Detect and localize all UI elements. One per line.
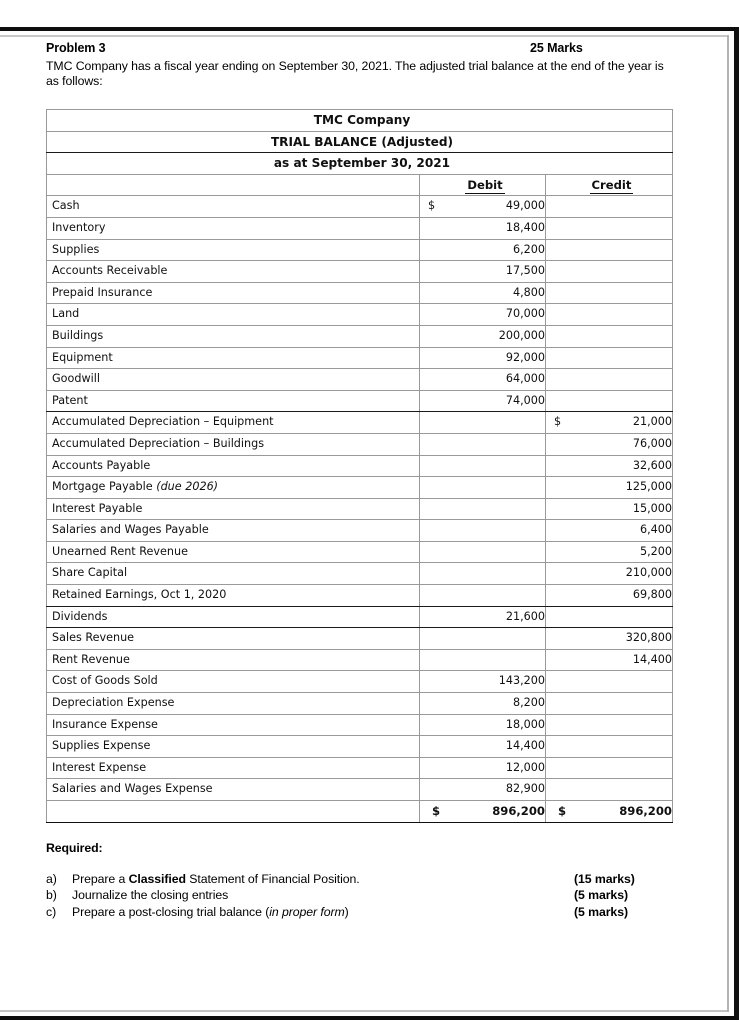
credit-amount <box>546 520 673 542</box>
account-label <box>47 779 420 801</box>
total-label <box>47 801 420 823</box>
required-item-text <box>72 871 360 887</box>
account-label <box>47 347 420 369</box>
account-label <box>47 671 420 693</box>
credit-amount <box>546 433 673 455</box>
debit-amount-value: 6,200 <box>512 242 545 256</box>
credit-amount <box>546 606 673 628</box>
table-row <box>47 649 673 671</box>
debit-amount <box>420 714 546 736</box>
table-row <box>47 455 673 477</box>
table-row <box>47 369 673 391</box>
required-item-marks: (15 marks) <box>574 872 635 886</box>
credit-amount <box>546 671 673 693</box>
credit-amount-value: 76,000 <box>632 436 672 450</box>
credit-amount <box>546 325 673 347</box>
account-label-text: Insurance Expense <box>52 717 158 731</box>
document-content <box>46 41 673 919</box>
statement-date: as at September 30, 2021 <box>47 153 673 175</box>
table-row <box>47 217 673 239</box>
column-header-credit-label: Credit <box>591 177 632 192</box>
table-row <box>47 304 673 326</box>
debit-amount <box>420 304 546 326</box>
account-label-text: Interest Payable <box>52 501 143 515</box>
debit-amount-value: 4,800 <box>512 285 545 299</box>
table-row <box>47 693 673 715</box>
debit-amount-value: 200,000 <box>498 328 545 342</box>
account-label-text: Accumulated Depreciation – Buildings <box>52 436 265 450</box>
credit-amount <box>546 757 673 779</box>
credit-amount <box>546 563 673 585</box>
table-row <box>47 282 673 304</box>
page-frame-bottom-edge <box>0 1010 727 1012</box>
debit-amount <box>420 520 546 542</box>
table-row <box>47 239 673 261</box>
column-header-debit <box>420 174 546 196</box>
account-label-text: Supplies <box>52 242 100 256</box>
debit-amount <box>420 433 546 455</box>
credit-amount <box>546 779 673 801</box>
table-row <box>47 347 673 369</box>
account-label <box>47 498 420 520</box>
table-row <box>47 563 673 585</box>
intro-paragraph: TMC Company has a fiscal year ending on September 30, 2021. The adjusted trial balance at the end of the year is as follows: <box>46 59 664 89</box>
account-label <box>47 693 420 715</box>
debit-amount-value: 64,000 <box>505 372 545 386</box>
account-label-text: Goodwill <box>52 372 100 386</box>
required-text-part: Prepare a post-closing trial balance ( <box>72 904 270 919</box>
table-row <box>47 477 673 499</box>
debit-amount-value: 18,400 <box>505 220 545 234</box>
debit-amount <box>420 412 546 434</box>
account-label <box>47 477 420 499</box>
required-text-part: Statement of Financial Position. <box>185 872 360 886</box>
table-title-row-1 <box>47 110 673 132</box>
required-item <box>46 904 673 920</box>
account-label <box>47 261 420 283</box>
account-label <box>47 304 420 326</box>
credit-amount <box>546 628 673 650</box>
credit-amount <box>546 649 673 671</box>
required-text-part: Prepare a <box>72 872 129 886</box>
debit-amount-value: 12,000 <box>505 760 545 774</box>
table-total-row <box>47 801 673 823</box>
account-label-text: Land <box>52 307 80 321</box>
required-item-marker: a) <box>46 872 57 886</box>
required-heading: Required: <box>46 841 103 855</box>
account-label <box>47 282 420 304</box>
credit-amount-value: 14,400 <box>632 652 672 666</box>
account-label <box>47 585 420 607</box>
table-row <box>47 541 673 563</box>
required-item-marks: (5 marks) <box>574 888 628 903</box>
debit-amount <box>420 239 546 261</box>
total-credit-amount <box>546 801 673 823</box>
account-label-text: Patent <box>52 393 88 407</box>
required-item <box>46 871 673 887</box>
debit-amount-value: 82,900 <box>505 782 545 796</box>
account-label-text: Rent Revenue <box>52 652 130 666</box>
required-text-part: Journalize the closing entries <box>72 888 229 903</box>
credit-amount-value: 6,400 <box>639 523 672 537</box>
account-label-text: Cost of Goods Sold <box>52 674 158 688</box>
account-label <box>47 563 420 585</box>
debit-amount-value: 21,600 <box>505 609 545 623</box>
table-row <box>47 412 673 434</box>
table-row <box>47 433 673 455</box>
required-item-marker: b) <box>46 888 57 903</box>
credit-amount <box>546 498 673 520</box>
account-label <box>47 433 420 455</box>
currency-symbol: $ <box>432 804 441 818</box>
account-label-text: Inventory <box>52 220 106 234</box>
account-label-text: Dividends <box>52 609 108 623</box>
account-label <box>47 628 420 650</box>
trial-balance-body <box>47 110 673 823</box>
total-debit-amount-value: 896,200 <box>492 804 545 818</box>
account-label <box>47 325 420 347</box>
account-label-text: Unearned Rent Revenue <box>52 544 188 558</box>
debit-amount <box>420 261 546 283</box>
debit-amount <box>420 649 546 671</box>
required-items-list <box>46 871 673 920</box>
currency-symbol: $ <box>554 415 562 429</box>
table-row <box>47 606 673 628</box>
statement-name: TRIAL BALANCE (Adjusted) <box>47 131 673 153</box>
required-item-marks: (5 marks) <box>574 904 628 919</box>
table-row <box>47 585 673 607</box>
debit-amount <box>420 325 546 347</box>
table-row <box>47 736 673 758</box>
currency-symbol: $ <box>558 804 567 818</box>
account-label <box>47 239 420 261</box>
required-item <box>46 887 673 903</box>
account-label <box>47 606 420 628</box>
credit-amount-value: 21,000 <box>632 415 672 429</box>
credit-amount <box>546 347 673 369</box>
account-label <box>47 714 420 736</box>
credit-amount <box>546 585 673 607</box>
table-row <box>47 196 673 218</box>
account-label-text: Salaries and Wages Payable <box>52 523 209 537</box>
account-label-text: Buildings <box>52 328 104 342</box>
account-label <box>47 412 420 434</box>
problem-header <box>46 41 673 56</box>
credit-amount <box>546 369 673 391</box>
debit-amount-value: 18,000 <box>505 717 545 731</box>
debit-amount-value: 17,500 <box>505 264 545 278</box>
credit-amount <box>546 217 673 239</box>
credit-amount <box>546 412 673 434</box>
credit-amount-value: 32,600 <box>632 458 672 472</box>
required-text-part: ) <box>344 904 349 919</box>
account-label-text: Mortgage Payable <box>52 480 157 494</box>
table-row <box>47 498 673 520</box>
debit-amount <box>420 498 546 520</box>
required-item-text <box>72 904 349 920</box>
account-label <box>47 649 420 671</box>
credit-amount <box>546 714 673 736</box>
debit-amount <box>420 455 546 477</box>
table-row <box>47 714 673 736</box>
account-label-text: Accounts Payable <box>52 458 151 472</box>
table-row <box>47 261 673 283</box>
table-row <box>47 325 673 347</box>
credit-amount-value: 210,000 <box>625 566 672 580</box>
credit-amount <box>546 477 673 499</box>
table-row <box>47 757 673 779</box>
debit-amount <box>420 390 546 412</box>
credit-amount-value: 5,200 <box>639 544 672 558</box>
required-item-marker: c) <box>46 904 57 919</box>
column-header-credit <box>546 174 673 196</box>
table-column-header-row <box>47 174 673 196</box>
account-label <box>47 736 420 758</box>
account-label-text: Retained Earnings, Oct 1, 2020 <box>52 588 227 602</box>
credit-amount <box>546 693 673 715</box>
debit-amount <box>420 757 546 779</box>
page-title: Problem 3 <box>46 41 106 55</box>
total-credit-amount-value: 896,200 <box>619 804 672 818</box>
credit-amount <box>546 304 673 326</box>
debit-amount-value: 70,000 <box>505 307 545 321</box>
debit-amount <box>420 585 546 607</box>
debit-amount <box>420 628 546 650</box>
total-marks-label: 25 Marks <box>530 41 583 55</box>
credit-amount-value: 125,000 <box>625 480 672 494</box>
total-debit-amount <box>420 801 546 823</box>
credit-amount <box>546 541 673 563</box>
debit-amount-value: 14,400 <box>505 739 545 753</box>
debit-amount <box>420 217 546 239</box>
debit-amount-value: 74,000 <box>505 393 545 407</box>
account-label-text: Share Capital <box>52 566 128 580</box>
table-row <box>47 628 673 650</box>
page-frame-right-edge <box>727 35 729 1012</box>
account-label-note: (due 2026) <box>156 480 219 494</box>
credit-amount <box>546 239 673 261</box>
table-row <box>47 390 673 412</box>
required-section <box>46 841 673 920</box>
currency-symbol: $ <box>428 199 436 213</box>
debit-amount-value: 49,000 <box>505 199 545 213</box>
credit-amount-value: 15,000 <box>632 501 672 515</box>
account-label-text: Accumulated Depreciation – Equipment <box>52 415 274 429</box>
debit-amount-value: 143,200 <box>498 674 545 688</box>
trial-balance-table <box>46 109 673 823</box>
account-label <box>47 390 420 412</box>
account-label-text: Interest Expense <box>52 760 147 774</box>
table-row <box>47 671 673 693</box>
account-label-text: Sales Revenue <box>52 631 135 645</box>
credit-amount-value: 320,800 <box>625 631 672 645</box>
account-label <box>47 455 420 477</box>
credit-amount <box>546 261 673 283</box>
debit-amount <box>420 736 546 758</box>
credit-amount-value: 69,800 <box>632 588 672 602</box>
debit-amount-value: 92,000 <box>505 350 545 364</box>
debit-amount <box>420 477 546 499</box>
debit-amount <box>420 779 546 801</box>
company-name: TMC Company <box>47 110 673 132</box>
table-row <box>47 520 673 542</box>
credit-amount <box>546 390 673 412</box>
debit-amount <box>420 347 546 369</box>
account-label <box>47 217 420 239</box>
account-label-text: Depreciation Expense <box>52 696 175 710</box>
required-text-italic: in proper form <box>269 904 345 919</box>
account-label-text: Prepaid Insurance <box>52 285 153 299</box>
credit-amount <box>546 455 673 477</box>
account-label <box>47 520 420 542</box>
account-label-text: Salaries and Wages Expense <box>52 782 213 796</box>
account-label-text: Accounts Receivable <box>52 264 168 278</box>
debit-amount <box>420 563 546 585</box>
account-label-text: Supplies Expense <box>52 739 151 753</box>
account-label <box>47 757 420 779</box>
debit-amount <box>420 671 546 693</box>
table-title-row-2 <box>47 131 673 153</box>
debit-amount <box>420 282 546 304</box>
account-label <box>47 541 420 563</box>
account-label-text: Cash <box>52 199 80 213</box>
account-label-text: Equipment <box>52 350 113 364</box>
credit-amount <box>546 736 673 758</box>
column-header-blank <box>47 174 420 196</box>
table-row <box>47 779 673 801</box>
required-item-text <box>72 887 228 903</box>
table-title-row-3 <box>47 153 673 175</box>
debit-amount <box>420 541 546 563</box>
debit-amount <box>420 369 546 391</box>
debit-amount-value: 8,200 <box>512 696 545 710</box>
debit-amount <box>420 196 546 218</box>
account-label <box>47 369 420 391</box>
required-text-emphasis: Classified <box>128 872 186 886</box>
debit-amount <box>420 606 546 628</box>
credit-amount <box>546 282 673 304</box>
credit-amount <box>546 196 673 218</box>
column-header-debit-label: Debit <box>467 177 503 192</box>
debit-amount <box>420 693 546 715</box>
account-label <box>47 196 420 218</box>
page-frame-top-edge <box>0 35 727 37</box>
